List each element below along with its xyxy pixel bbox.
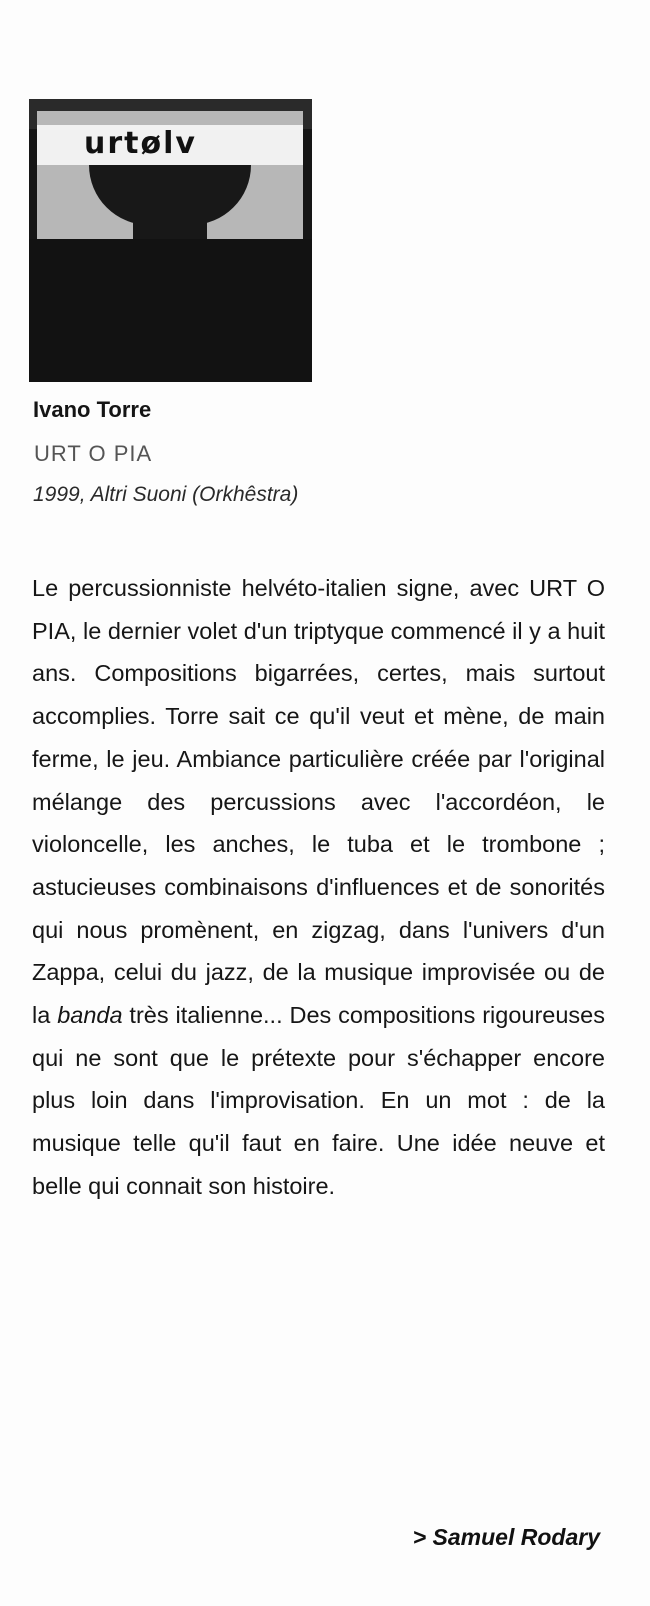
review-italic-word: banda xyxy=(57,1002,123,1029)
review-text-part-2: très italienne... Des compositions rigoureuses qui ne sont que le prétexte pour s'échapper encore plus loin dans l'improvisation. En un mot : de la musique telle qu'il faut en faire. Une idée neuve et belle qui connait son histoire. xyxy=(32,1002,606,1199)
author-signature: > Samuel Rodary xyxy=(412,1524,600,1550)
review-text-part-1: Le percussionniste helvéto-italien signe, avec URT O PIA, le dernier volet d'un triptyque commencé il y a huit ans. Compositions bigarrées, certes, mais surtout accomplies. Torre sait ce qu'il veut et mène, de main ferme, le jeu. Ambiance particulière créée par l'original mélange des percussions avec l'accordéon, le violoncelle, les anches, le tuba et le trombone ; astucieuses combinaisons d'influences et de sonorités qui nous promènent, en zigzag, dans l'univers d'un Zappa, celui du jazz, de la musique improvisée ou de la xyxy=(32,575,605,1029)
album-title: URT O PIA xyxy=(34,441,153,466)
cover-logo: urtølv xyxy=(84,126,197,161)
cover-dark-bottom xyxy=(29,239,312,382)
review-text xyxy=(32,567,605,1208)
album-cover xyxy=(29,99,312,382)
artist-name: Ivano Torre xyxy=(33,397,152,422)
release-info: 1999, Altri Suoni (Orkhêstra) xyxy=(33,483,299,506)
